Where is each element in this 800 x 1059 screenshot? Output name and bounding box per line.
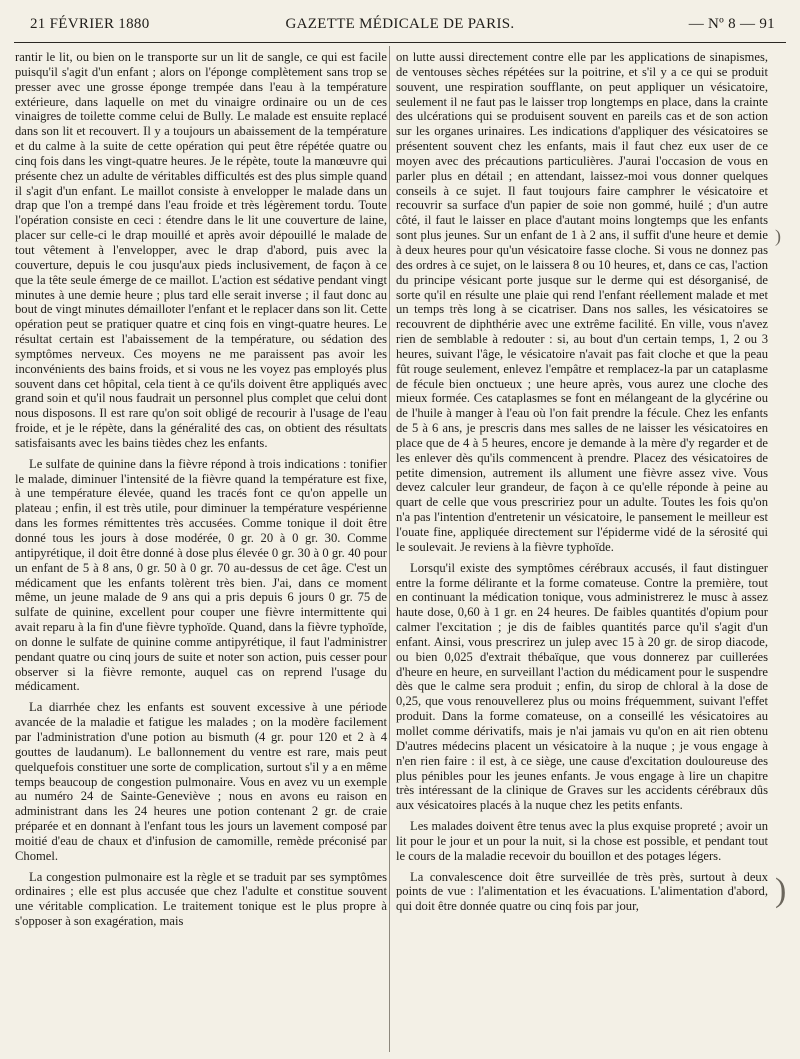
left-column: [15, 50, 387, 1050]
header-rule: [14, 42, 786, 43]
margin-bracket-mark: ): [775, 226, 781, 246]
paragraph-diarrhea: La diarrhée chez les enfants est souvent excessive à une période avancée de la maladie et fatigue les malades ; on la modère facilement par l'administration d'une potion au bismuth (4 gr. pour 120 et 2 à 4 gouttes de laudanum). Le ballonnement du ventre est rare, mais peut quelquefois constituer une sorte de complication, surtout s'il y a en même temps beaucoup de congestion pulmonaire. Vous en avez vu un exemple au numéro 24 de Sainte-Geneviève ; nous en avons eu raison en administrant dans les 24 heures une potion contenant 2 gr. de craie préparée et en donnant à l'enfant tous les jours un lavement composé par moitié d'eau de chaux et d'infusion de camomille, remède préconisé par Chomel.: [15, 700, 387, 863]
header-title: GAZETTE MÉDICALE DE PARIS.: [285, 16, 515, 32]
paragraph-quinine: Le sulfate de quinine dans la fièvre répond à trois indications : tonifier le malade, diminuer l'intensité de la fièvre quand la température est fixe, à une température élevée, quand les tracés font ce qu'on appelle un plateau ; enfin, il est très utile, pour diminuer la température vespérienne dans les formes rémittentes très accusées. Comme tonique il doit être donné tous les jours à dose modérée, 0 gr. 20 à 0 gr. 30. Comme antipyrétique, il doit être donné à dose plus élevée 0 gr. 30 à 0 gr. 40 pour un enfant de 5 à 8 ans, 0 gr. 50 à 0 gr. 70 au-dessus de cet âge. C'est un médicament que les enfants tolèrent très bien. J'ai, dans ce moment même, un jeune malade de 9 ans qui a pris depuis 6 jours 0 gr. 75 de sulfate de quinine, excellent pour couper une fièvre intermittente qui avait reparu à la fin d'une fièvre typhoïde. Quand, dans la fièvre typhoïde, on donne le sulfate de quinine comme antipyrétique, il faut l'administrer pendant quatre ou cinq jours de suite et noter son action, puis cesser pour observer si la fièvre remonte, auquel cas on reprend l'usage du médicament.: [15, 456, 387, 694]
paragraph-vesicatoires: on lutte aussi directement contre elle par les applications de sinapismes, de ventouses sèches répétées sur la poitrine, et s'il y a ce qui se produit souvent, une respiration soufflante, on peut appliquer un vésicatoire, seulement il ne faut pas le laisser trop longtemps en place, dans la crainte des ulcérations qui se produisent souvent en pareils cas et de son action sur les organes urinaires. Les indications d'appliquer des vésicatoires se présentent souvent chez les enfants, mais il faut chez eux user de ce moyen avec des précautions particulières. J'aurai l'occasion de vous en parler plus en détail ; en attendant, laissez-moi vous donner quelques conseils à ce sujet. Il faut toujours faire camphrer le vésicatoire et recouvrir sa surface d'un papier de soie non gommé, huilé ; d'un autre côté, il faut le laisser en place d'autant moins longtemps que les enfants sont plus jeunes. Sur un enfant de 1 à 2 ans, il suffit d'une heure et demie à deux heures pour qu'un vésicatoire fasse cloche. Si vous ne donnez pas des ordres à ce sujet, on le laissera 8 ou 10 heures, et, dans ce cas, l'action du principe vésicant porte jusque sur le derme qui est désorganisé, de sorte qu'il en résulte une plaie qui rend l'enfant réellement malade et met un temps très long à se cicatriser. Dans nos salles, les vésicatoires se recouvrent de diphthérie avec une extrême facilité. En ville, vous n'avez rien de semblable à redouter : si, au bout d'un certain temps, 1, 2 ou 3 heures, suivant l'âge, le vésicatoire n'avait pas fait cloche et que la peau fût rouge seulement, enlevez l'empâtre et remplacez-la par un cataplasme de fécule bien onctueux ; une heure après, vous aurez une cloche des mieux formée. Ces cataplasmes se font en mélangeant de la glycérine ou de l'huile à manger à l'eau où l'on fait prendre la fécule. Chez les enfants de 5 à 6 ans, je prescris dans mes salles de ne laisser les vésicatoires en place que de 4 à 5 heures, encore je demande à la mère d'y regarder et de les enlever dès qu'ils commencent à prendre. Placez des vésicatoires de petite dimension, autrement ils allument une fièvre assez vive. Vous devez calculer leur grandeur, de façon à ce qu'elle réponde à peine au quart de celle que vous prescririez pour un adulte. Toutes les fois qu'on n'a pas l'intention d'entretenir un vésicatoire, le pansement le meilleur est l'ouate fine, appliquée directement sur l'épiderme vidé de la sérosité qui le soulevait. Je reviens à la fièvre typhoïde.: [396, 50, 768, 554]
header-date: 21 FÉVRIER 1880: [30, 16, 150, 32]
paragraph-pulmonary-congestion: La congestion pulmonaire est la règle et se traduit par ses symptômes ordinaires ; elle est plus accusée que chez l'adulte et constitue souvent une véritable complication. Le traitement tonique est le plus propre à s'opposer à son exagération, mais: [15, 869, 387, 929]
paragraph-cooling-methods: rantir le lit, ou bien on le transporte sur un lit de sangle, ce qui est facile puisqu'il s'agit d'un enfant ; alors on l'éponge complètement sans trop se presser avec une grosse éponge trempée dans l'eau à la température extérieure, dans laquelle on met du vinaigre ordinaire ou un de ces vinaigres de toilette comme celui de Bully. Le malade est ensuite replacé dans son lit et recouvert. Il y a toujours un abaissement de la température et du calme à la suite de cette opération qui peut être répétée quatre ou cinq fois dans les vingt-quatre heures. Je le répète, toute la manœuvre qui présente chez un adulte de véritables difficultés est des plus simple quand il s'agit d'un enfant. Le maillot consiste à envelopper le malade dans un drap que l'on a trempé dans l'eau froide et très légèrement tordu. Toute l'opération consiste en ceci : étendre dans le lit une couverture de laine, placer sur celle-ci le drap mouillé et après avoir dépouillé le malade de tout vêtement à l'envelopper, avec le drap d'abord, puis avec la couverture, depuis le cou jusqu'aux pieds inclusivement, de façon à ce que la tête seule émerge de ce maillot. L'action est sédative pendant vingt minutes à une demie heure ; plus tard elle serait inverse ; il faut donc au bout de vingt minutes démailloter l'enfant et le replacer dans son lit. Cette opération peut se pratiquer quatre et cinq fois en vingt-quatre heures. Le résultat certain est l'abaissement de la température, ou sédation des symptômes nerveux. Ces moyens ne me paraissent pas avoir les inconvénients des bains froids, et si vous ne les voyez pas employés plus souvent dans cet hôpital, cela tient à ce qu'ils doivent être appliqués avec grand soin et qu'il nous faudrait un personnel plus complet que celui dont nous disposons. Il est rare qu'on soit obligé de recourir à l'usage de l'eau froide, et je le répète, dans la généralité des cas, on obtient des résultats satisfaisants avec les bains tièdes chez les enfants.: [15, 50, 387, 450]
page-header: [10, 14, 790, 38]
paragraph-cerebral-symptoms: Lorsqu'il existe des symptômes cérébraux accusés, il faut distinguer entre la forme délirante et la forme comateuse. Contre la première, tout en continuant la médication tonique, vous administrerez le musc à assez haute dose, 0,60 à 1 gr. en 24 heures. De faibles quantités d'opium pour calmer l'excitation ; je dis de faibles quantités parce qu'il s'agit d'un enfant. Ainsi, vous prescrirez un julep avec 15 à 20 gr. de sirop diacode, ou bien 0,025 d'extrait thébaïque, que vous donnerez par cuillerées d'heure en heure, en surveillant l'action du médicament pour le suspendre dès que le calme sera produit ; enfin, du sirop de chloral à la dose de 0,25, que vous renouvellerez plus ou moins fréquemment, suivant l'effet produit. Dans la forme comateuse, on a conseillé les vésicatoires au mollet comme dérivatifs, mais je n'ai jamais vu qu'on en ait rien obtenu D'autres médecins placent un vésicatoire à la nuque ; je vous engage à n'en rien faire : il est, à ce siège, une cause d'excitation douloureuse des plus pénibles pour les jeunes enfants. Je vous engage à lire un chapitre très intéressant de la clinique de Graves sur les accidents cérébraux dûs aux vésicatoires placés à la nuque chez les petits enfants.: [396, 560, 768, 813]
right-column: [396, 50, 768, 1050]
header-page-number: — Nº 8 — 91: [688, 16, 775, 32]
paragraph-cleanliness: Les malades doivent être tenus avec la plus exquise propreté ; avoir un lit pour le jour et un pour la nuit, si la chose est possible, et pendant tout le cours de la maladie recevoir du bouillon et des potages légers.: [396, 819, 768, 863]
column-divider: [389, 46, 390, 1052]
margin-bracket-mark-lower: ): [775, 872, 787, 909]
paragraph-convalescence: La convalescence doit être surveillée de très près, surtout à deux points de vue : l'alimentation et les évacuations. L'alimentation d'abord, qui doit être donnée quatre ou cinq fois par jour,: [396, 869, 768, 914]
